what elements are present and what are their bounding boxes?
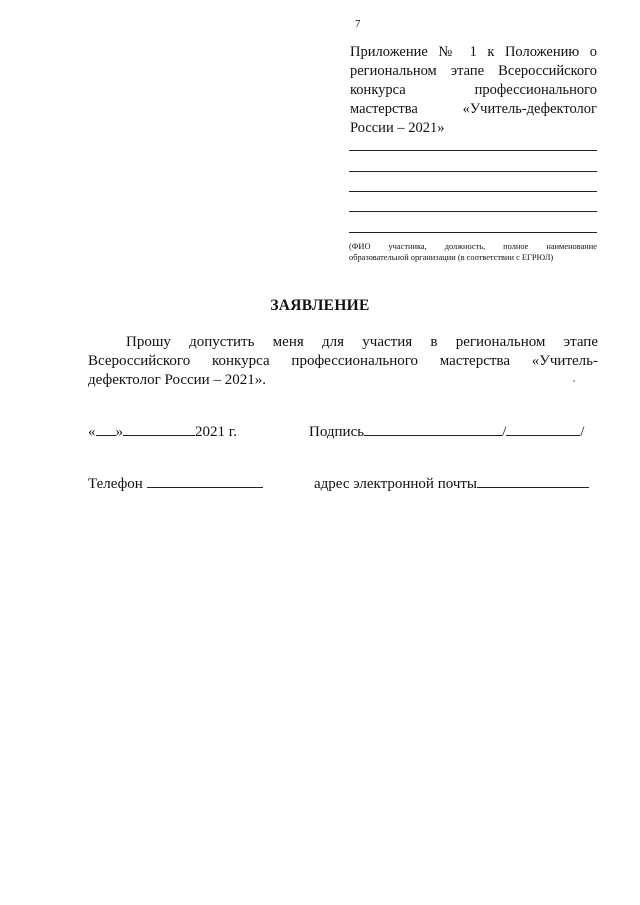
email-label: адрес электронной почты <box>314 476 478 492</box>
appendix-line: Приложение № 1 к Положению о <box>350 44 597 60</box>
page-number: 7 <box>355 18 361 30</box>
phone-input[interactable] <box>147 473 263 488</box>
signature-slash: / <box>502 424 507 440</box>
date-open-quote: « <box>88 424 96 440</box>
appendix-line: конкурса профессионального <box>350 82 597 98</box>
signature-field <box>309 421 584 441</box>
participant-fill-line-3[interactable] <box>349 191 597 192</box>
scan-speck <box>573 380 575 382</box>
participant-note <box>349 241 597 263</box>
appendix-line: региональном этапе Всероссийского <box>350 63 597 79</box>
participant-fill-line-4[interactable] <box>349 211 597 212</box>
email-input[interactable] <box>477 473 589 488</box>
month-input[interactable] <box>123 421 195 436</box>
phone-field <box>88 473 263 493</box>
application-body <box>88 333 598 390</box>
date-field <box>88 421 237 441</box>
participant-note-line: образовательной организации (в соответствии с ЕГРЮЛ) <box>349 253 554 262</box>
participant-fill-line-1[interactable] <box>349 150 597 151</box>
body-line: Прошу допустить меня для участия в региональном этапе <box>126 334 598 350</box>
participant-fill-line-2[interactable] <box>349 171 597 172</box>
signature-label: Подпись <box>309 424 365 440</box>
email-field <box>314 473 589 493</box>
appendix-header <box>350 43 597 138</box>
appendix-line: мастерства «Учитель-дефектолог <box>350 101 597 117</box>
year-label: 2021 г. <box>195 424 237 440</box>
body-line: дефектолог России – 2021». <box>88 372 266 388</box>
signature-input[interactable] <box>364 421 502 436</box>
signature-name-input[interactable] <box>506 421 580 436</box>
appendix-line: России – 2021» <box>350 120 445 136</box>
day-input[interactable] <box>96 421 116 436</box>
participant-note-line: (ФИО участника, должность, полное наименование <box>349 242 597 251</box>
participant-fill-line-5[interactable] <box>349 232 597 233</box>
date-close-quote: » <box>115 424 123 440</box>
phone-label: Телефон <box>88 476 143 492</box>
body-line: Всероссийского конкурса профессионального мастерства «Учитель- <box>88 353 598 369</box>
signature-slash: / <box>580 424 585 440</box>
document-title: ЗАЯВЛЕНИЕ <box>270 297 370 314</box>
